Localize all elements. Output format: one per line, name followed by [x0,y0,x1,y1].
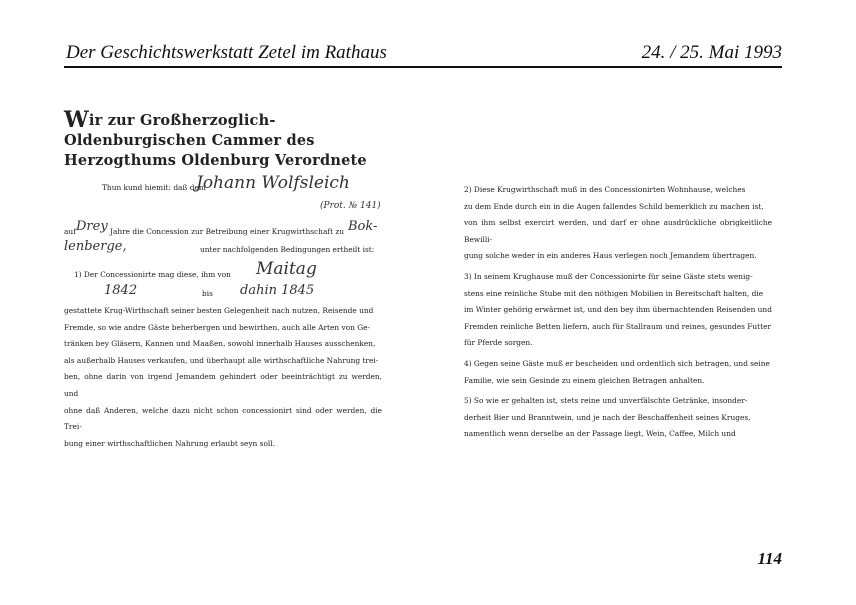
text-line: als außerhalb Hauses verkaufen, und überhaupt alle wirthschaftliche Nahrung trei- [64,355,379,365]
handwritten-to: dahin 1845 [240,283,315,298]
document-title [64,107,382,171]
text-line: für Pferde sorgen. [464,338,533,348]
text-line: 2) Diese Krugwirthschaft muß in des Concessionirten Wohnhause, welches [464,185,746,194]
document-left-column [64,107,382,452]
text-line: von ihm selbst exercirt werden, und darf er ohne ausdrückliche obrigkeitliche Bewilli- [464,218,772,244]
item-3 [464,269,772,352]
line-bis: bis [202,289,213,298]
text-line: Fremde, so wie andre Gäste beherbergen und bewirthen, auch alle Arten von Ge- [64,322,371,332]
handwritten-years: Drey [76,219,108,234]
dates-row [64,283,382,303]
header-rule [64,66,782,68]
handwritten-place-b: lenberge, [64,239,127,254]
item1-row [64,261,382,283]
scanned-document [64,107,772,448]
text-line: 3) In seinem Krughause muß der Concessionirte für seine Gäste stets wenig- [464,271,753,281]
text-line: im Winter gehörig erwärmet ist, und den bey ihm übernachtenden Reisenden und [464,305,772,315]
text-line: Fremden reinliche Betten liefern, auch für Stallraum und reines, gesundes Futter [464,321,771,331]
reference-row [64,199,382,221]
years-row [64,221,382,239]
text-line: zu dem Ende durch ein in die Augen fallendes Schild bemerklich zu machen ist, [464,201,764,211]
item1-prefix: 1) Der Concessionirte mag diese, ihm von [74,270,231,279]
text-line: namentlich wenn derselbe an der Passage liegt, Wein, Caffee, Milch und [464,429,736,439]
text-line: 5) So wie er gehalten ist, stets reine und unverfälschte Getränke, insonder- [464,396,748,406]
text-line: stens eine reinliche Stube mit den nöthigen Mobilien in Bereitschaft halten, die [464,288,764,298]
intro-row [64,175,382,199]
handwritten-from-year: 1842 [104,283,138,298]
item-2 [464,182,772,265]
line-bedingungen: unter nachfolgenden Bedingungen ertheilt ist: [200,245,375,254]
document-right-column [464,182,772,443]
text-line: ohne daß Anderen, welche dazu nicht schon concessionirt sind oder werden, die Trei- [64,405,382,432]
text-line: Familie, wie sein Gesinde zu einem gleichen Betragen anhalten. [464,375,705,385]
text-line: gestattete Krug-Wirthschaft seiner besten Gelegenheit nach nutzen, Reisende und [64,306,374,315]
item-4 [464,356,772,389]
handwritten-from-day: Maitag [256,259,317,279]
intro-prefix: Thun kund hiemit: daß dem [102,183,206,192]
title-initial: W [64,107,89,133]
text-line: bung einer wirthschaftlichen Nahrung erlaubt seyn soll. [64,438,275,448]
title-line-2: Herzogthums Oldenburg Verordnete [64,152,367,169]
text-line: derheit Bier und Branntwein, und je nach der Beschaffenheit seines Kruges, [464,412,751,422]
handwritten-name: Johann Wolfsleich [196,173,350,193]
page-number: 114 [757,549,782,568]
handwritten-reference: (Prot. № 141) [320,201,381,211]
header-title: Der Geschichtswerkstatt Zetel im Rathaus [66,42,387,63]
text-line: gung solche weder in ein anderes Haus verlegen noch Jemandem übertragen. [464,251,757,261]
line-auf: auf [64,227,76,236]
handwritten-place-a: Bok- [348,219,378,234]
text-line: ben, ohne darin von irgend Jemandem gehindert oder beeinträchtigt zu werden, und [64,372,382,398]
text-line: 4) Gegen seine Gäste muß er bescheiden und ordentlich sich betragen, und seine [464,358,770,368]
page-header [66,40,782,66]
place-row [64,239,382,261]
item1-body [64,303,382,452]
item-5 [464,393,772,443]
line-jahre: Jahre die Concession zur Betreibung einer Krugwirthschaft zu [110,227,345,236]
header-date: 24. / 25. Mai 1993 [641,42,782,63]
text-line: tränken bey Gläsern, Kannen und Maaßen, sowohl innerhalb Hauses ausschenken, [64,339,376,349]
title-line-1: ir zur Großherzoglich-Oldenburgischen Cammer des [64,112,315,149]
